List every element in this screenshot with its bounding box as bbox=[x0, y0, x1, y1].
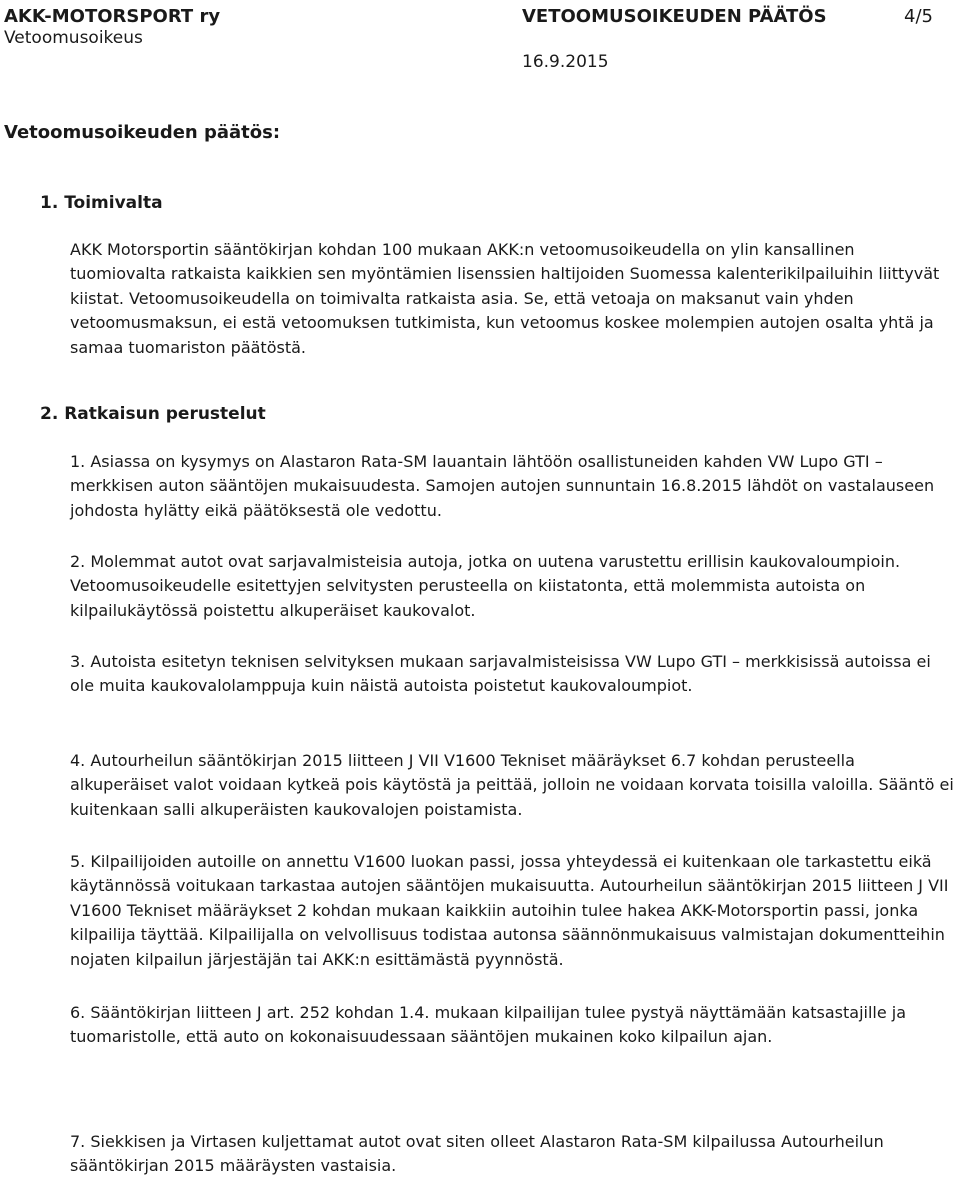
reasoning-paragraph-1: 1. Asiassa on kysymys on Alastaron Rata-SM lauantain lähtöön osallistuneiden kahden VW Lupo GTI –merkkisen auton sääntöjen mukaisuudesta. Samojen autojen sunnuntain 16.8.2015 lähdöt on vastalauseen johdosta hylätty eikä päätöksestä ole vedottu. bbox=[70, 452, 935, 520]
section-1-heading: 1. Toimivalta bbox=[40, 193, 163, 213]
section-2-heading: 2. Ratkaisun perustelut bbox=[40, 404, 266, 424]
reasoning-paragraph-2: 2. Molemmat autot ovat sarjavalmisteisia autoja, jotka on uutena varustettu erillisin kaukovaloumpioin. Vetoomusoikeudelle esitettyjen selvitysten perusteella on kiistatonta, että molemmista autoista on kilpailukäytössä poistettu alkuperäiset kaukovalot. bbox=[70, 552, 901, 620]
reasoning-paragraph-7: 7. Siekkisen ja Virtasen kuljettamat autot ovat siten olleet Alastaron Rata-SM kilpailussa Autourheilun sääntökirjan 2015 määräysten vastaisia. bbox=[70, 1132, 884, 1176]
document-date: 16.9.2015 bbox=[522, 52, 609, 72]
section-1-text: AKK Motorsportin sääntökirjan kohdan 100 mukaan AKK:n vetoomusoikeudella on ylin kansallinen tuomiovalta ratkaista kaikkien sen myöntämien lisenssien haltijoiden Suomessa kalenterikilpailuihin liittyvät kiistat. Vetoomusoikeudella on toimivalta ratkaista asia. Se, että vetoaja on maksanut vain yhden vetoomusmaksun, ei estä vetoomuksen tutkimista, kun vetoomus koskee molempien autojen osalta yhtä ja samaa tuomariston päätöstä. bbox=[70, 240, 940, 357]
decision-title: Vetoomusoikeuden päätös: bbox=[4, 122, 281, 143]
reasoning-paragraph-6: 6. Sääntökirjan liitteen J art. 252 kohdan 1.4. mukaan kilpailijan tulee pystyä näyttämään katsastajille ja tuomaristolle, että auto on kokonaisuudessaan sääntöjen mukainen koko kilpailun ajan. bbox=[70, 1003, 907, 1047]
document-title: VETOOMUSOIKEUDEN PÄÄTÖS bbox=[522, 6, 827, 27]
reasoning-paragraph-5: 5. Kilpailijoiden autoille on annettu V1600 luokan passi, jossa yhteydessä ei kuitenkaan ole tarkastettu eikä käytännössä voitukaan tarkastaa autojen sääntöjen mukaisuutta. Autourheilun sääntökirjan 2015 liitteen J VII V1600 Tekniset määräykset 2 kohdan mukaan kaikkiin autoihin tulee hakea AKK-Motorsportin passi, jonka kilpailija täyttää. Kilpailijalla on velvollisuus todistaa autonsa säännönmukaisuus valmistajan dokumentteihin nojaten kilpailun järjestäjän tai AKK:n esittämästä pyynnöstä. bbox=[70, 852, 949, 969]
organization-unit: Vetoomusoikeus bbox=[4, 28, 143, 48]
organization-name: AKK-MOTORSPORT ry bbox=[4, 6, 221, 27]
reasoning-paragraph-4: 4. Autourheilun sääntökirjan 2015 liitteen J VII V1600 Tekniset määräykset 6.7 kohdan perusteella alkuperäiset valot voidaan kytkeä pois käytöstä ja peittää, jolloin ne voidaan korvata toisilla valoilla. Sääntö ei kuitenkaan salli alkuperäisten kaukovalojen poistamista. bbox=[70, 751, 954, 819]
reasoning-paragraph-3: 3. Autoista esitetyn teknisen selvityksen mukaan sarjavalmisteisissa VW Lupo GTI – merkkisissä autoissa ei ole muita kaukovalolamppuja kuin näistä autoista poistetut kaukovaloumpiot. bbox=[70, 652, 931, 696]
page-number: 4/5 bbox=[904, 6, 933, 27]
